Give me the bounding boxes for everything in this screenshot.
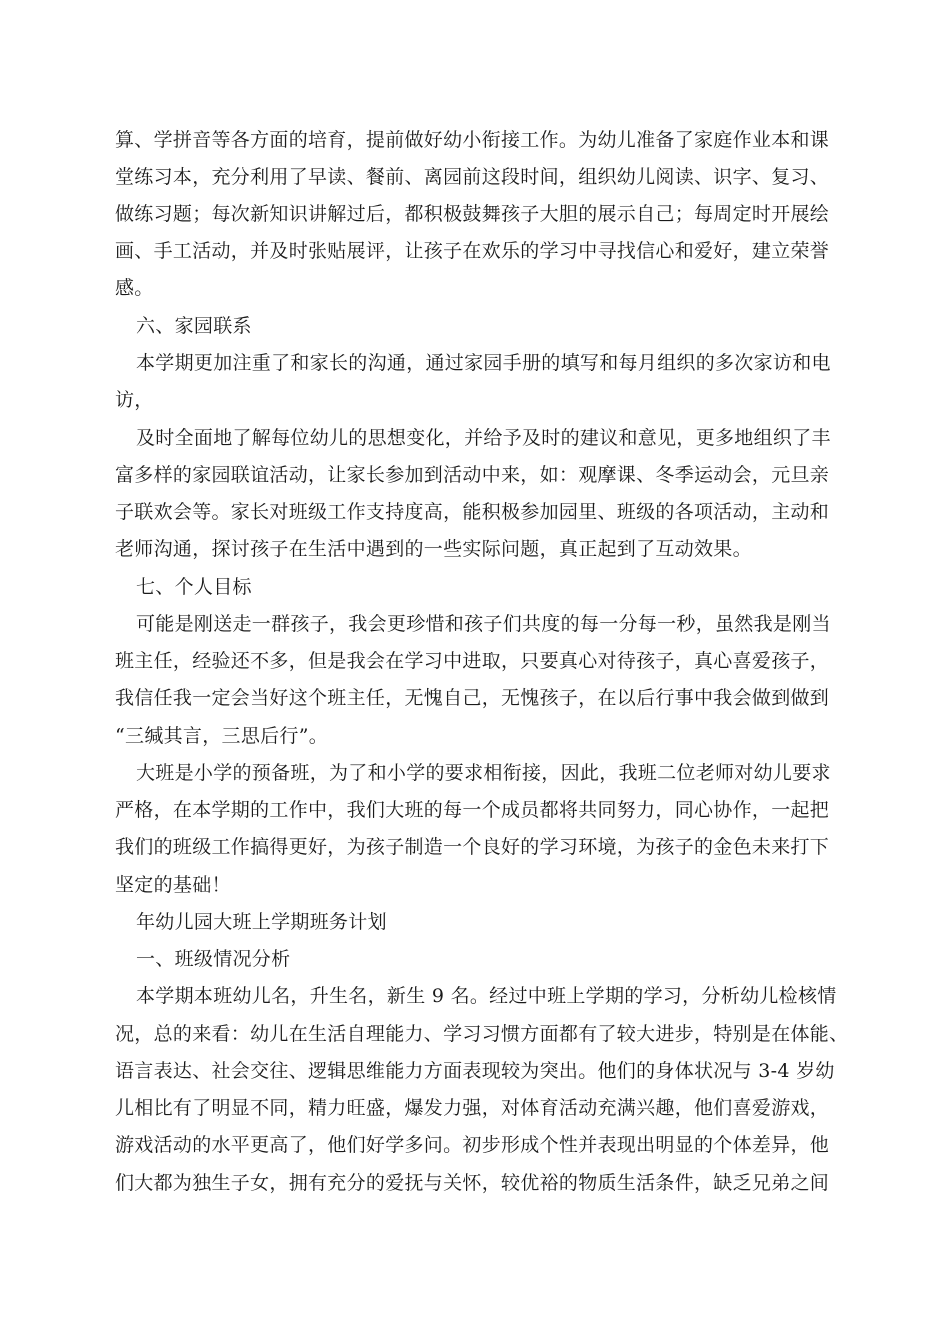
text-line: 可能是刚送走一群孩子，我会更珍惜和孩子们共度的每一分每一秒，虽然我是刚当 — [136, 613, 831, 635]
text-line: 儿相比有了明显不同，精力旺盛，爆发力强，对体育活动充满兴趣，他们喜爱游戏， — [115, 1097, 830, 1119]
document-title: 年幼儿园大班上学期班务计划 — [136, 911, 387, 933]
section-heading: 六、家园联系 — [136, 315, 252, 337]
text-line: 堂练习本，充分利用了早读、餐前、离园前这段时间，组织幼儿阅读、识字、复习、 — [115, 166, 830, 188]
text-line: 班主任，经验还不多，但是我会在学习中进取，只要真心对待孩子，真心喜爱孩子， — [115, 650, 830, 672]
text-line: 访， — [115, 389, 154, 411]
text-line: 感。 — [115, 277, 154, 299]
text-line: 况，总的来看：幼儿在生活自理能力、学习习惯方面都有了较大进步，特别是在体能、 — [115, 1023, 849, 1045]
text-line: 老师沟通，探讨孩子在生活中遇到的一些实际问题，真正起到了互动效果。 — [115, 538, 752, 560]
text-line: 坚定的基础！ — [115, 874, 231, 896]
text-line: 本学期更加注重了和家长的沟通，通过家园手册的填写和每月组织的多次家访和电 — [136, 352, 831, 374]
text-line: 我们的班级工作搞得更好，为孩子制造一个良好的学习环境，为孩子的金色未来打下 — [115, 836, 830, 858]
text-line: 本学期本班幼儿名，升生名，新生 9 名。经过中班上学期的学习，分析幼儿检核情 — [136, 985, 837, 1007]
text-line: 算、学拼音等各方面的培育，提前做好幼小衔接工作。为幼儿准备了家庭作业本和课 — [115, 129, 830, 151]
text-line: 们大都为独生子女，拥有充分的爱抚与关怀，较优裕的物质生活条件，缺乏兄弟之间 — [115, 1172, 830, 1194]
text-line: 大班是小学的预备班，为了和小学的要求相衔接，因此，我班二位老师对幼儿要求 — [136, 762, 831, 784]
text-line: 子联欢会等。家长对班级工作支持度高，能积极参加园里、班级的各项活动，主动和 — [115, 501, 830, 523]
text-line: 我信任我一定会当好这个班主任，无愧自己，无愧孩子，在以后行事中我会做到做到 — [115, 687, 830, 709]
text-line: “三缄其言，三思后行”。 — [115, 725, 329, 747]
text-line: 游戏活动的水平更高了，他们好学多问。初步形成个性并表现出明显的个体差异，他 — [115, 1134, 830, 1156]
text-line: 及时全面地了解每位幼儿的思想变化，并给予及时的建议和意见，更多地组织了丰 — [136, 427, 831, 449]
text-line: 画、手工活动，并及时张贴展评，让孩子在欢乐的学习中寻找信心和爱好，建立荣誉 — [115, 240, 830, 262]
section-heading: 七、个人目标 — [136, 576, 252, 598]
text-line: 富多样的家园联谊活动，让家长参加到活动中来，如：观摩课、冬季运动会，元旦亲 — [115, 464, 830, 486]
text-line: 严格，在本学期的工作中，我们大班的每一个成员都将共同努力，同心协作，一起把 — [115, 799, 830, 821]
text-line: 语言表达、社会交往、逻辑思维能力方面表现较为突出。他们的身体状况与 3-4 岁幼 — [115, 1060, 835, 1082]
section-heading: 一、班级情况分析 — [136, 948, 291, 970]
text-line: 做练习题；每次新知识讲解过后，都积极鼓舞孩子大胆的展示自己；每周定时开展绘 — [115, 203, 830, 225]
